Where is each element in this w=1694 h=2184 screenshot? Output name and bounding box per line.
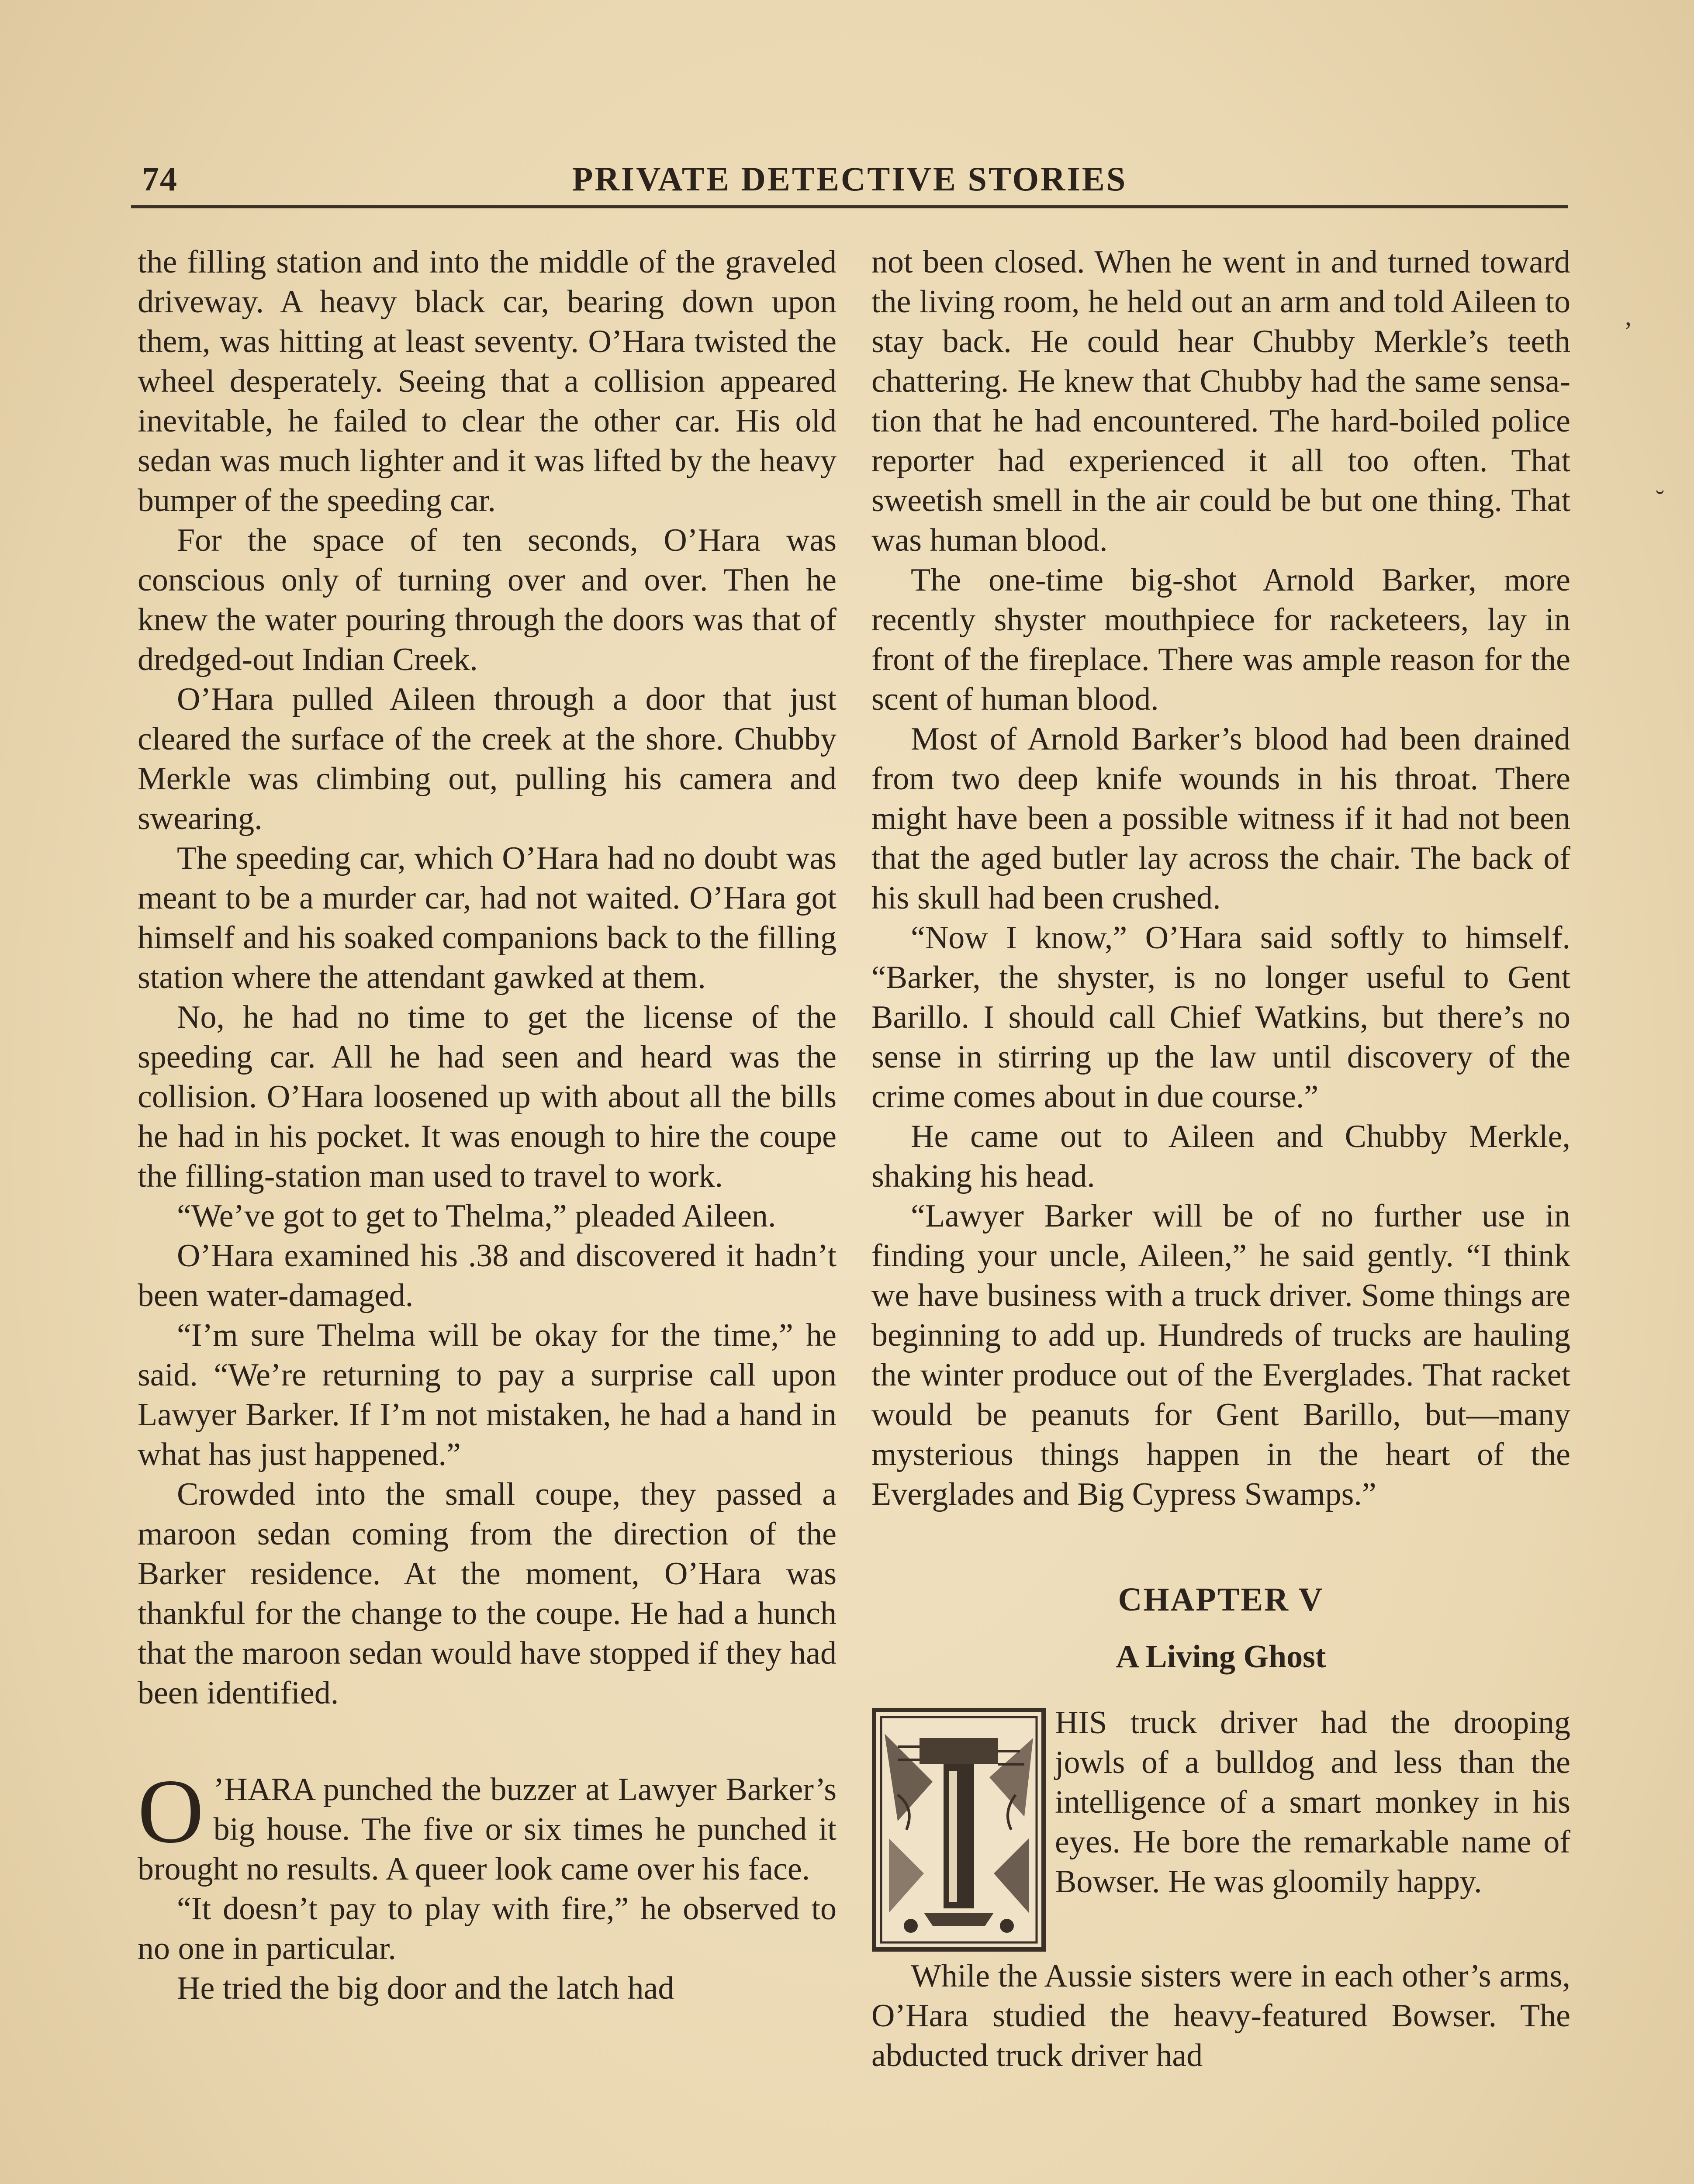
margin-speck: ˘ xyxy=(1656,485,1664,514)
paragraph: “We’ve got to get to Thelma,” pleaded Aileen. xyxy=(177,1198,776,1234)
paragraph: O’Hara pulled Aileen through a door that just cleared the surface of the creek at the shore. Chubby Merkle was climbing out, pulling his camera and swearing. xyxy=(138,681,837,836)
woodcut-drop-cap-t-icon xyxy=(871,1707,1046,1952)
left-column xyxy=(138,242,837,2008)
paragraph: “It doesn’t pay to play with fire,” he observed to no one in particular. xyxy=(138,1891,837,1966)
chapter-title: CHAPTER V xyxy=(1118,1581,1324,1618)
paragraph: No, he had no time to get the license of the speeding car. All he had seen and heard was the collision. O’Hara loosened up with about all the bills he had in his pocket. It was enough to hire the coupe the filling-station man used to travel to work. xyxy=(138,999,837,1194)
paragraph: not been closed. When he went in and turned toward the living room, he held out an arm and told Aileen to stay back. He could hear Chubby Merkle’s teeth chattering. He knew that Chubby had the same sensation that he had encountered. The hard-boiled police reporter had experienced it all too often. That sweetish smell in the air could be but one thing. That was human blood. xyxy=(871,244,1570,558)
margin-speck: , xyxy=(1625,302,1632,331)
paragraph: the filling station and into the middle of the graveled driveway. A heavy black car, bearing down upon them, was hitting at least seventy. O’Hara twisted the wheel desperately. Seeing that a collision appeared inevitable, he failed to clear the other car. His old sedan was much lighter and it was lifted by the heavy bumper of the speeding car. xyxy=(138,244,837,518)
drop-cap: O xyxy=(138,1761,204,1862)
paragraph: He tried the big door and the latch had xyxy=(177,1970,674,2006)
section-break xyxy=(138,1713,837,1770)
paragraph: Crowded into the small coupe, they passed a maroon sedan coming from the direction of the Barker residence. At the moment, O’Hara was thankful for the change to the coupe. He had a hunch that the maroon sedan would have stopped if they had been identified. xyxy=(138,1476,837,1711)
chapter-subtitle: A Living Ghost xyxy=(1116,1639,1326,1675)
paragraph: The speeding car, which O’Hara had no doubt was meant to be a murder car, had not waited. O’Hara got himself and his soaked companions back to the filling station where the attendant gawked at them. xyxy=(138,840,837,995)
page-header xyxy=(131,157,1568,208)
paragraph: For the space of ten seconds, O’Hara was conscious only of turning over and over. Then he knew the water pouring through the doors was that of dredged-out Indian Creek. xyxy=(138,522,837,677)
paragraph: “I’m sure Thelma will be okay for the time,” he said. “We’re returning to pay a surprise call upon Lawyer Barker. If I’m not mistaken, he had a hand in what has just happened.” xyxy=(138,1317,837,1472)
running-title: PRIVATE DETECTIVE STORIES xyxy=(572,160,1127,198)
chapter-opening-paragraph: HIS truck driver had the drooping jowls of a bulldog and less than the intelligence of a smart monkey in his eyes. He bore the remarkable name of Bowser. He was gloomily happy. xyxy=(1055,1705,1570,1900)
paragraph: “Now I know,” O’Hara said softly to himself. “Barker, the shyster, is no longer useful to Gent Barillo. I should call Chief Watkins, but there’s no sense in stirring up the law until discovery of the crime comes about in due course.” xyxy=(871,920,1570,1115)
right-column xyxy=(871,242,1570,2076)
page-number: 74 xyxy=(142,160,178,198)
paragraph: He came out to Aileen and Chubby Merkle, shaking his head. xyxy=(871,1119,1570,1194)
paragraph: O’Hara examined his .38 and discovered it hadn’t been water-damaged. xyxy=(138,1238,837,1313)
paragraph: The one-time big-shot Arnold Barker, more recently shyster mouthpiece for racketeers, lay in front of the fireplace. There was ample reason for the scent of human blood. xyxy=(871,562,1570,717)
section-opening-text: ’HARA punched the buzzer at Lawyer Barker’s big house. The five or six times he punched it brought no results. A queer look came over his face. xyxy=(138,1772,837,1887)
paragraph: While the Aussie sisters were in each other’s arms, O’Hara studied the heavy-featured Bowser. The abducted truck driver had xyxy=(871,1958,1570,2073)
section-opening-paragraph xyxy=(138,1761,837,1889)
paragraph: “Lawyer Barker will be of no further use in finding your uncle, Aileen,” he said gently. “I think we have business with a truck driver. Some things are beginning to add up. Hundreds of trucks are hauling the winter produce out of the Everglades. That racket would be peanuts for Gent Barillo, but—many mysterious things happen in the heart of the Everglades and Big Cypress Swamps.” xyxy=(871,1198,1570,1512)
paragraph: Most of Arnold Barker’s blood had been drained from two deep knife wounds in his throat. There might have been a possible witness if it had not been that the aged butler lay across the chair. The back of his skull had been crushed. xyxy=(871,721,1570,916)
